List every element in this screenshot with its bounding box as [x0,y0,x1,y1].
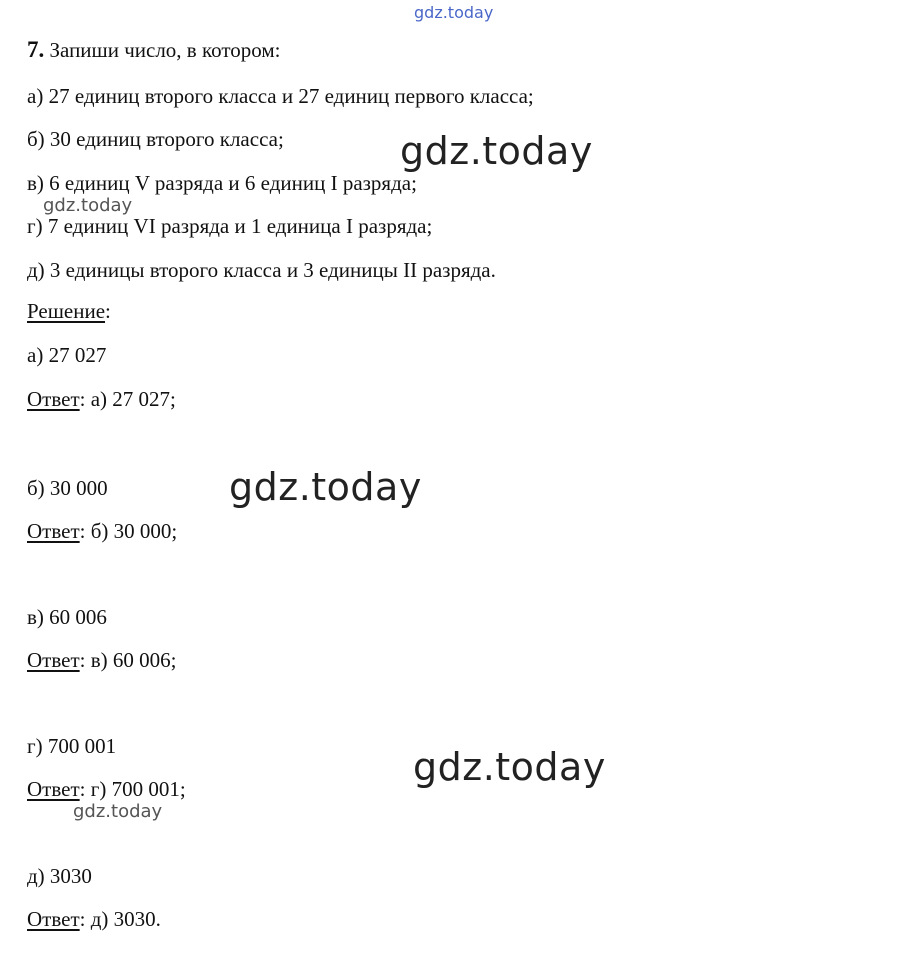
answer-label: Ответ [27,907,80,931]
answer-label: Ответ [27,648,80,672]
solution-value-c: в) 60 006 [27,605,107,629]
task-item-c: в) 6 единиц V разряда и 6 единиц I разряда; [27,171,417,195]
watermark-large: gdz.today [229,465,422,509]
watermark-small: gdz.today [73,801,163,822]
task-title [27,38,280,62]
task-item-d: г) 7 единиц VI разряда и 1 единица I разряда; [27,214,433,238]
solution-heading-colon: : [105,299,111,323]
answer-text: : в) 60 006; [79,648,177,672]
answer-label: Ответ [27,777,80,801]
task-item-a: а) 27 единиц второго класса и 27 единиц первого класса; [27,84,534,108]
answer-b [27,519,177,543]
answer-text: : а) 27 027; [79,387,176,411]
watermark-top: gdz.today [414,3,494,22]
task-item-e: д) 3 единицы второго класса и 3 единицы II разряда. [27,258,496,282]
answer-e [27,907,161,931]
answer-c [27,648,176,672]
answer-text: : г) 700 001; [79,777,186,801]
solution-heading-text: Решение [27,299,106,323]
task-prompt: Запиши число, в котором: [49,38,281,62]
task-item-b: б) 30 единиц второго класса; [27,127,284,151]
watermark-large: gdz.today [413,745,606,789]
task-number: 7. [27,37,45,62]
answer-text: : д) 3030. [79,907,161,931]
answer-a [27,387,176,411]
solution-value-d: г) 700 001 [27,734,117,758]
answer-text: : б) 30 000; [79,519,178,543]
solution-value-b: б) 30 000 [27,476,108,500]
solution-value-a: а) 27 027 [27,343,107,367]
solution-value-e: д) 3030 [27,864,92,888]
solution-heading [27,299,111,323]
answer-d [27,777,186,801]
watermark-large: gdz.today [400,129,593,173]
answer-label: Ответ [27,387,80,411]
answer-label: Ответ [27,519,80,543]
watermark-small: gdz.today [43,195,133,216]
